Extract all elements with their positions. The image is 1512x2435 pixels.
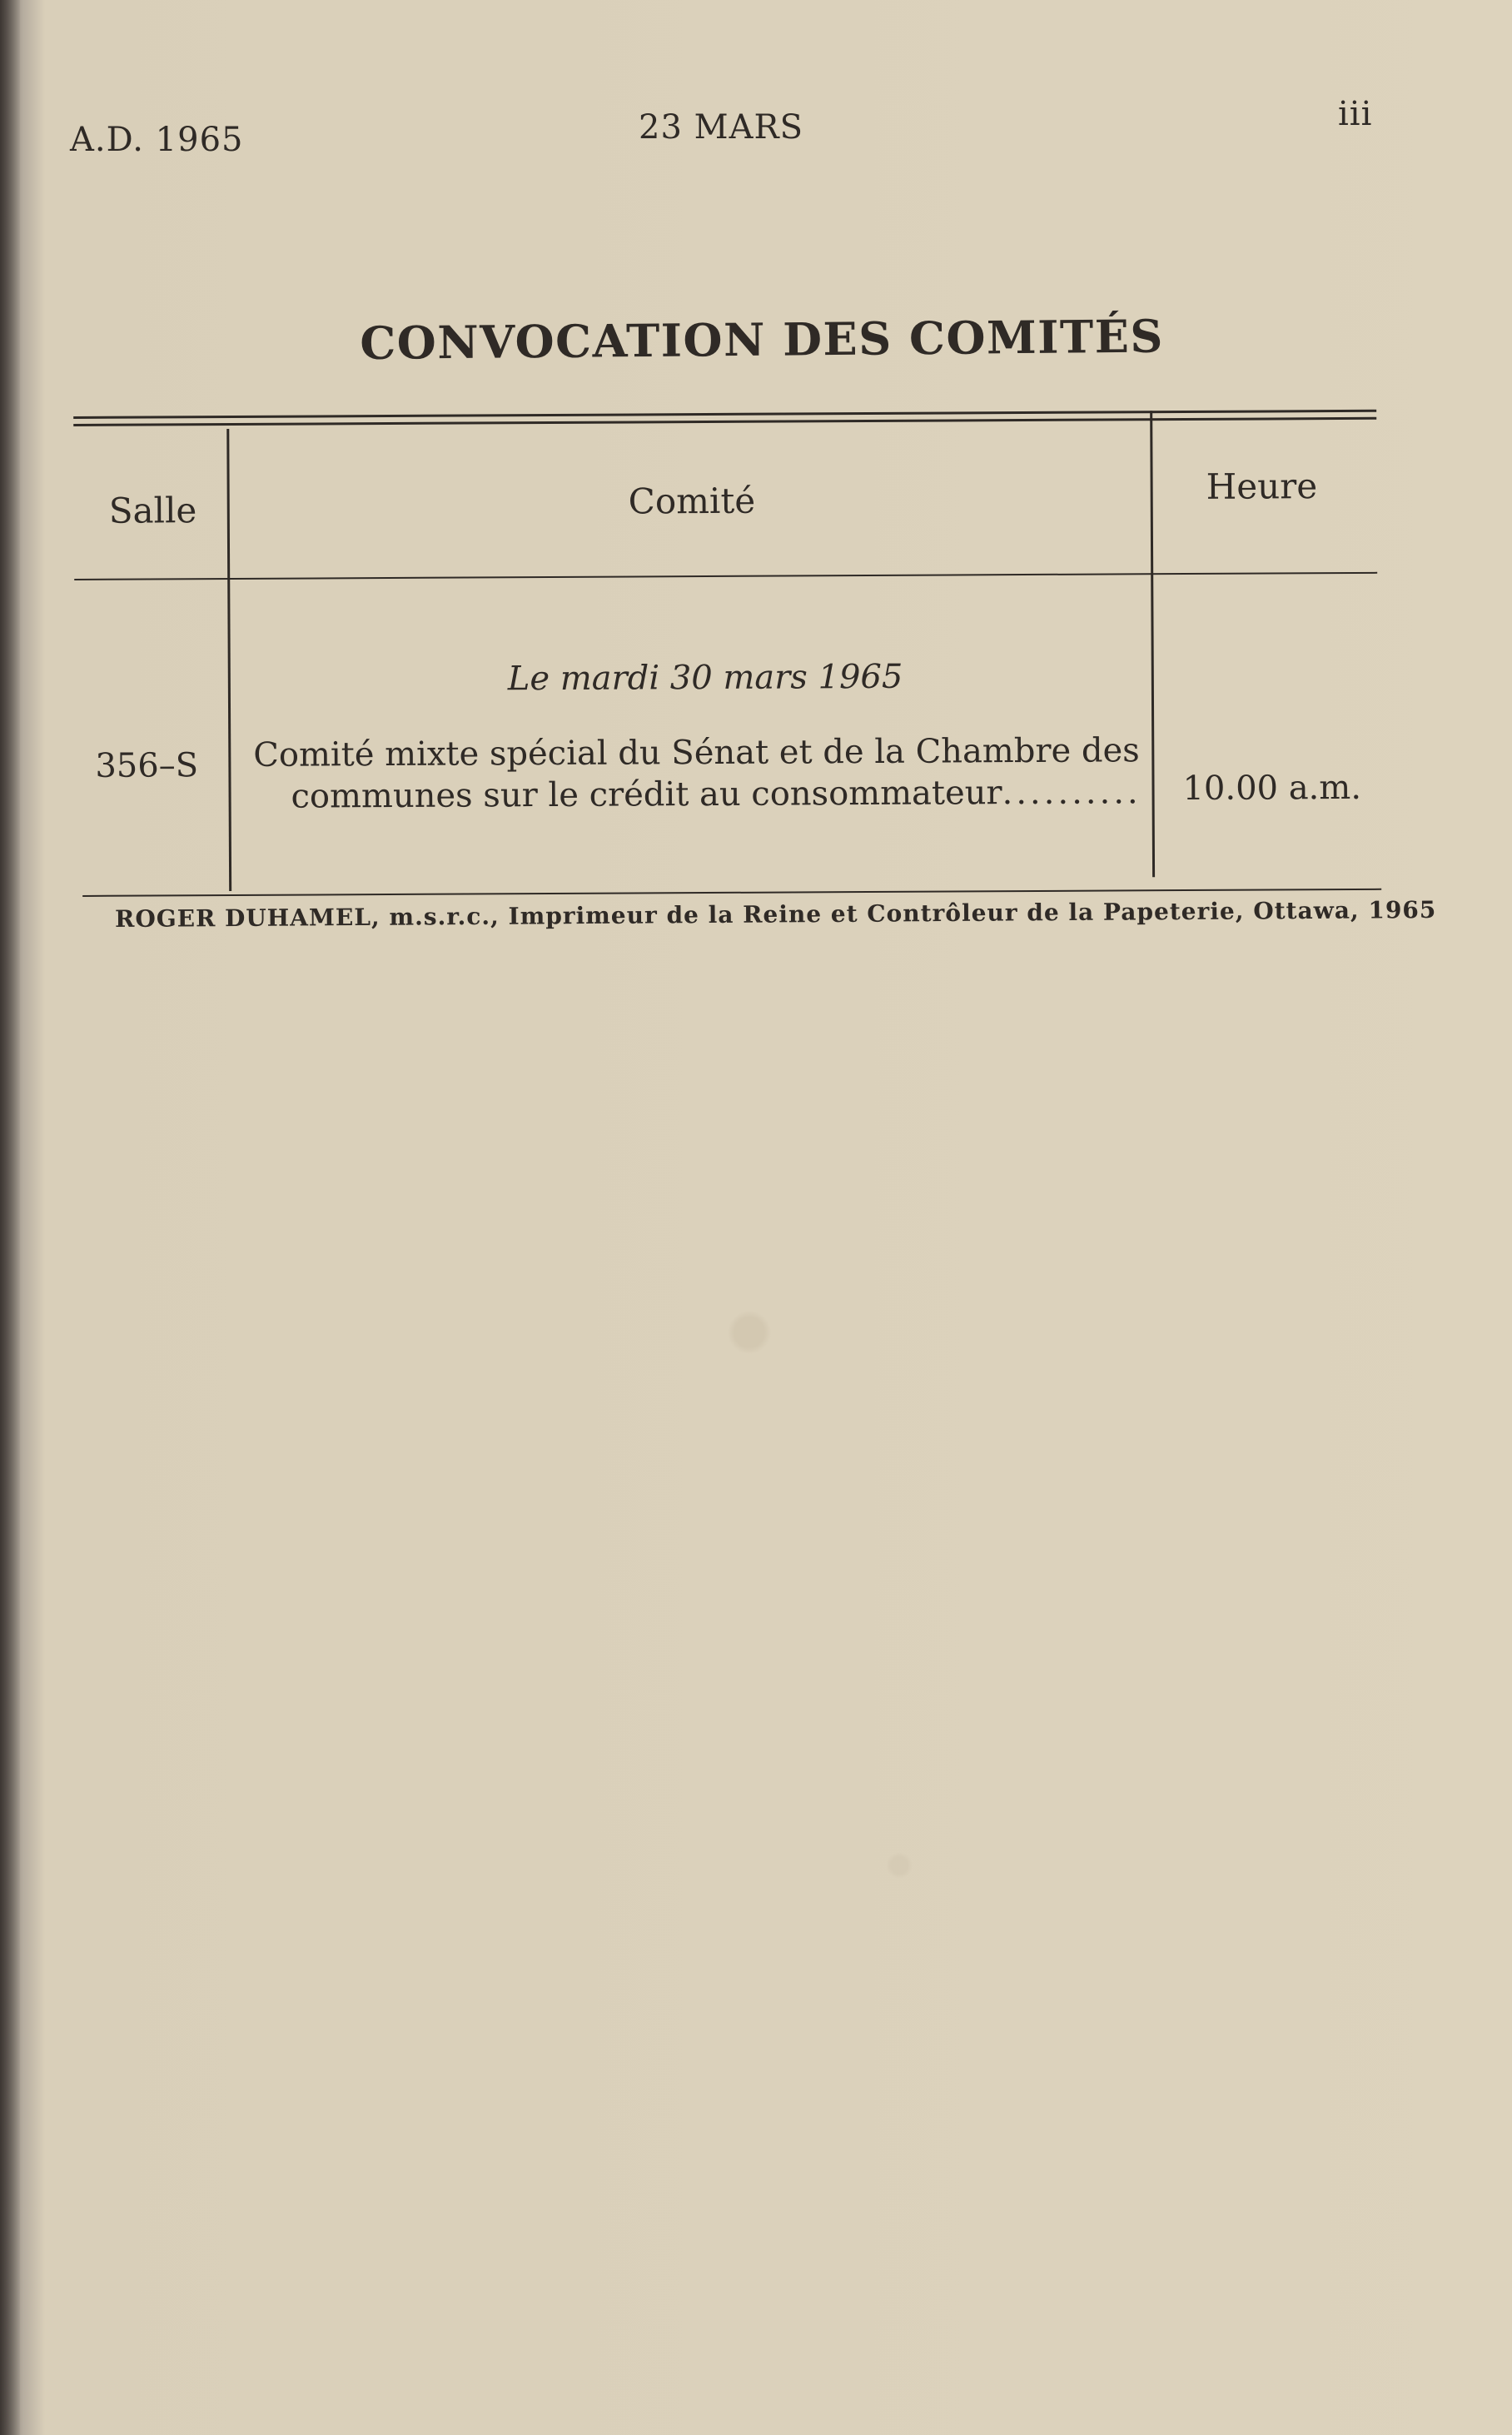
table-header-rule [74, 572, 1377, 580]
column-header-committee: Comité [628, 480, 756, 522]
leader-dots: .......... [1002, 773, 1141, 813]
page-number: iii [1338, 95, 1373, 133]
printer-credit: ROGER DUHAMEL, m.s.r.c., Imprimeur de la Reine et Contrôleur de la Papeterie, Ottawa, 1965 [115, 895, 1437, 933]
column-header-time: Heure [1206, 466, 1318, 507]
header-year: A.D. 1965 [70, 121, 244, 159]
time-cell: 10.00 a.m. [1182, 768, 1362, 809]
committee-name-line-1: Comité mixte spécial du Sénat et de la Chambre des [253, 731, 1140, 774]
committee-cell [253, 730, 1145, 818]
column-header-room: Salle [108, 490, 197, 531]
committee-name-line-2-wrapper [253, 771, 1144, 818]
committee-name-line-2: communes sur le crédit au consommateur [291, 774, 1002, 816]
committee-table [73, 381, 1379, 904]
column-divider-left [226, 429, 231, 891]
table-top-double-rule [73, 417, 1376, 426]
page-title: CONVOCATION DES COMITÉS [360, 309, 1165, 370]
meeting-date-heading: Le mardi 30 mars 1965 [507, 657, 903, 699]
table-bottom-rule [82, 889, 1381, 897]
room-cell: 356–S [95, 746, 199, 785]
page-spine-shadow [0, 0, 20, 2435]
header-date: 23 MARS [639, 108, 803, 147]
column-divider-right [1150, 411, 1155, 877]
